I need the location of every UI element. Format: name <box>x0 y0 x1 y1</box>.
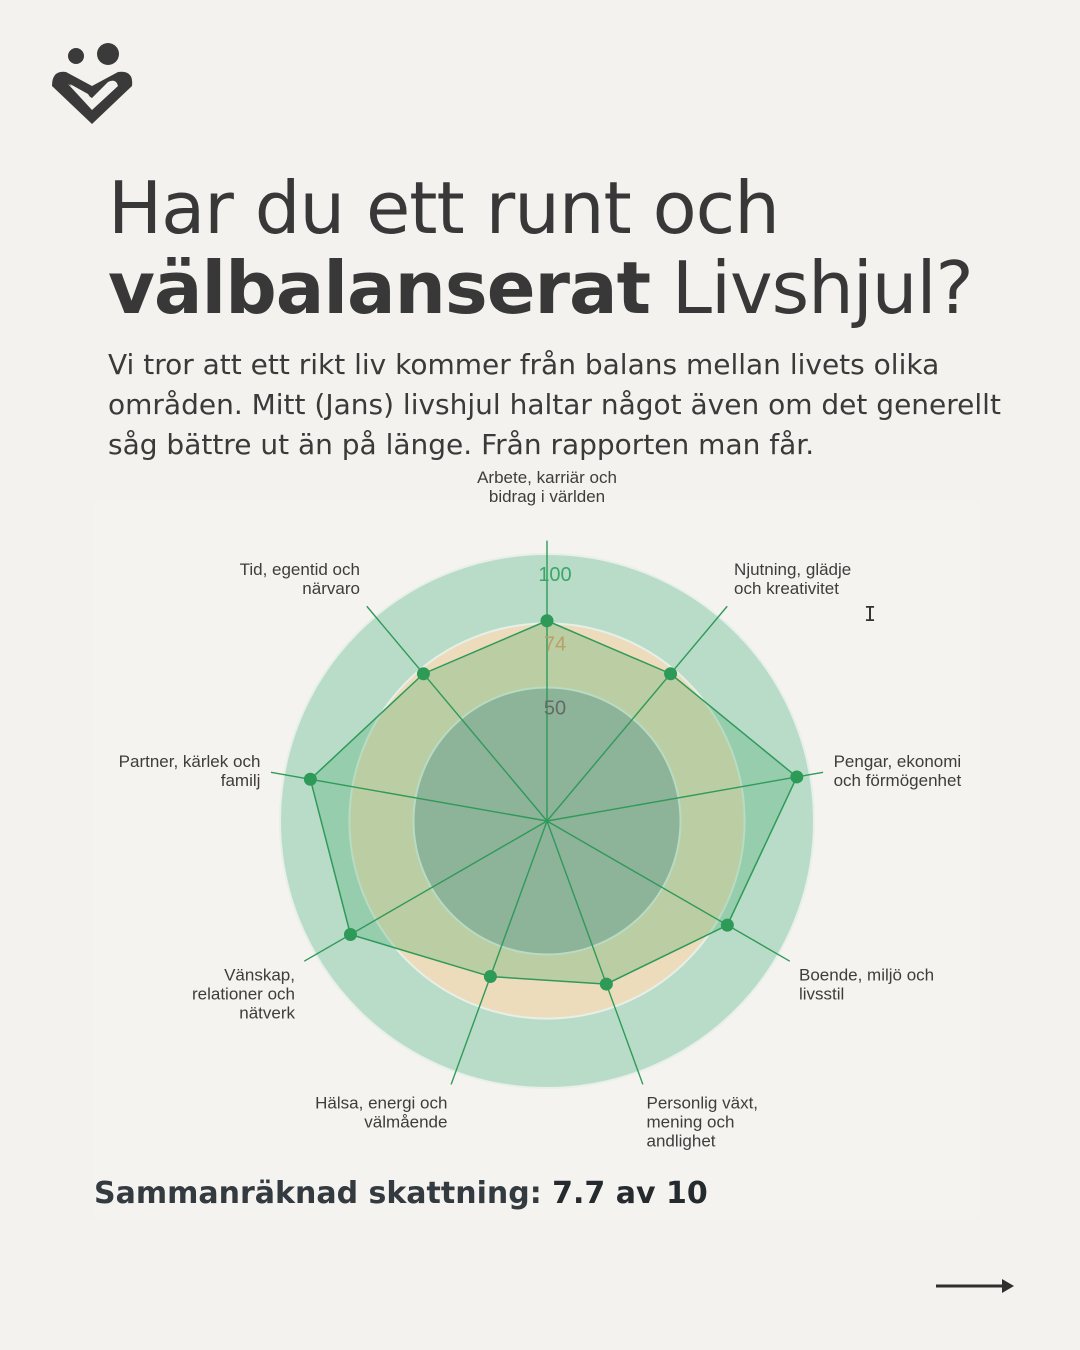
intro-text: Vi tror att ett rikt liv kommer från balans mellan livets olika områden. Mitt (Jans) livshjul haltar något även om det generellt såg bättre ut än på länge. Från rapporten man får. <box>108 348 1001 461</box>
summary-score <box>94 1176 708 1211</box>
axis-label-3: Pengar, ekonomi och förmögenhet <box>833 751 962 790</box>
data-point-2 <box>664 667 677 680</box>
arrow-right-icon[interactable] <box>934 1274 1018 1298</box>
axis-label-1: Arbete, karriär och bidrag i världen <box>477 468 617 506</box>
tick-label-100: 100 <box>538 564 572 586</box>
axis-label-9: Tid, egentid och närvaro <box>239 560 360 599</box>
data-point-6 <box>484 970 497 983</box>
data-point-1 <box>541 614 554 627</box>
title-bold-word: välbalanserat <box>108 246 651 330</box>
data-point-9 <box>417 667 430 680</box>
summary-value: 7.7 av 10 <box>552 1176 708 1211</box>
axis-label-8: Partner, kärlek och familj <box>118 751 261 790</box>
axis-label-5: Personlig växt, mening och andlighet <box>646 1093 759 1151</box>
tick-label-74: 74 <box>543 633 567 656</box>
axis-label-6: Hälsa, energi och välmående <box>315 1093 448 1132</box>
axis-label-4: Boende, miljö och livsstil <box>799 965 935 1004</box>
text-cursor-icon: I <box>864 602 877 626</box>
title-line-2: Livshjul? <box>650 246 973 330</box>
data-point-5 <box>600 978 613 991</box>
title-line-1: Har du ett runt och <box>108 166 779 250</box>
data-point-7 <box>344 928 357 941</box>
tick-label-50: 50 <box>543 697 567 720</box>
summary-label: Sammanräknad skattning: <box>94 1176 542 1211</box>
axis-label-7: Vänskap, relationer och nätverk <box>191 965 295 1023</box>
chart-panel <box>94 468 980 1220</box>
data-point-8 <box>304 773 317 786</box>
data-point-4 <box>721 919 734 932</box>
data-point-3 <box>790 770 803 783</box>
page-title <box>108 168 973 328</box>
logo-icon <box>46 42 138 128</box>
axis-label-2: Njutning, glädje och kreativitet <box>734 560 852 599</box>
life-wheel-radar-chart <box>94 468 980 1220</box>
